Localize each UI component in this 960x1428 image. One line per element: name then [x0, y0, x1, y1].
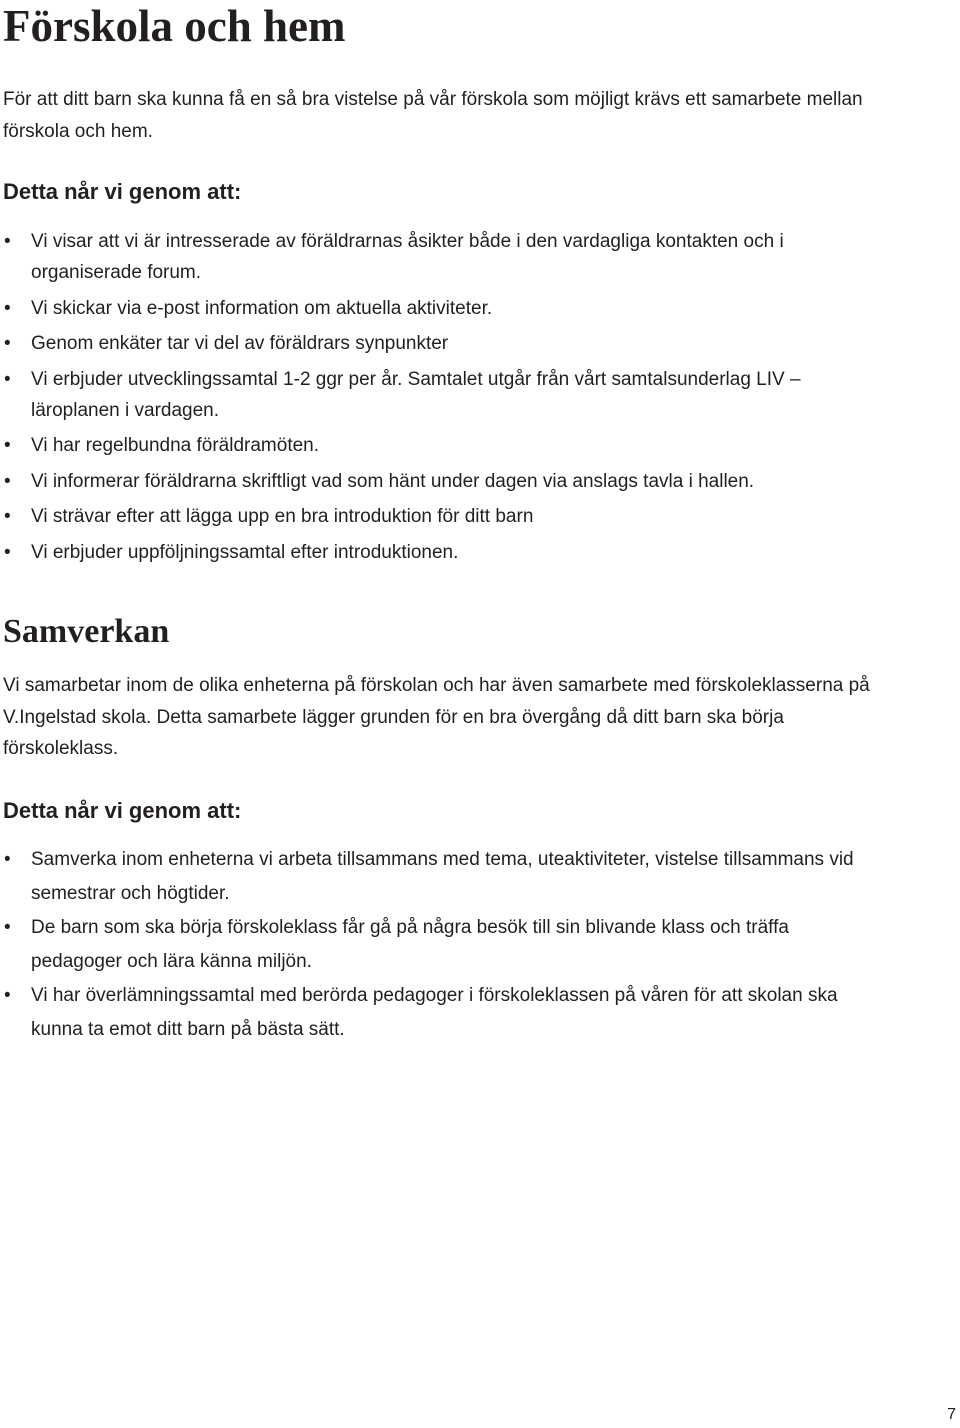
list-item-text: Vi skickar via e-post information om aktuella aktiviteter. — [31, 297, 493, 319]
page-title: Förskola och hem — [3, 1, 346, 51]
list-item — [3, 537, 883, 568]
list-item — [3, 430, 883, 461]
bullet-icon: • — [4, 435, 11, 456]
bullet-icon: • — [4, 470, 11, 492]
list-item — [3, 501, 883, 532]
list-item — [3, 364, 883, 426]
section2-subheading: Detta når vi genom att: — [3, 798, 242, 823]
list-item — [3, 293, 883, 324]
list-item-text: Vi har regelbundna föräldramöten. — [31, 435, 320, 456]
list-item — [3, 466, 883, 497]
list-item — [3, 328, 883, 359]
bullet-icon: • — [4, 849, 11, 870]
list-item-text: Vi visar att vi är intresserade av föräldrarnas åsikter både i den vardagliga kontakten och i organiserade forum. — [31, 231, 784, 283]
bullet-icon: • — [4, 297, 11, 319]
samverkan-paragraph: Vi samarbetar inom de olika enheterna på förskolan och har även samarbete med förskoleklasserna på V.Ingelstad skola. Detta samarbete lägger grunden för en bra övergång då ditt barn ska börja förskoleklass. — [3, 675, 870, 759]
list-item-text: Genom enkäter tar vi del av föräldrars synpunkter — [31, 333, 449, 354]
list-item — [3, 843, 883, 910]
page-number: 7 — [947, 1406, 956, 1423]
section1-subheading: Detta når vi genom att: — [3, 179, 242, 204]
list-item-text: Vi erbjuder uppföljningssamtal efter introduktionen. — [31, 541, 459, 563]
list-item — [3, 226, 883, 288]
list-item-text: De barn som ska börja förskoleklass får gå på några besök till sin blivande klass och träffa pedagoger och lära känna miljön. — [31, 917, 789, 972]
bullet-icon: • — [4, 985, 11, 1007]
list-item-text: Vi har överlämningssamtal med berörda pedagoger i förskoleklassen på våren för att skolan ska kunna ta emot ditt barn på bästa sätt. — [31, 985, 838, 1040]
list-item-text: Vi erbjuder utvecklingssamtal 1-2 ggr per år. Samtalet utgår från vårt samtalsunderlag LIV – läroplanen i vardagen. — [31, 368, 801, 421]
bullet-icon: • — [4, 231, 11, 252]
section2-list — [3, 843, 883, 1048]
intro-paragraph: För att ditt barn ska kunna få en så bra vistelse på vår förskola som möjligt krävs ett samarbete mellan förskola och hem. — [3, 89, 863, 142]
bullet-icon: • — [4, 541, 11, 563]
list-item-text: Samverka inom enheterna vi arbeta tillsammans med tema, uteaktiviteter, vistelse tillsammans vid semestrar och högtider. — [31, 849, 854, 904]
bullet-icon: • — [4, 506, 11, 527]
list-item-text: Vi strävar efter att lägga upp en bra introduktion för ditt barn — [31, 506, 534, 527]
list-item — [3, 979, 883, 1046]
bullet-icon: • — [4, 368, 11, 390]
section-heading-samverkan: Samverkan — [3, 613, 170, 650]
section1-list — [3, 226, 883, 572]
bullet-icon: • — [4, 333, 11, 354]
list-item-text: Vi informerar föräldrarna skriftligt vad som hänt under dagen via anslags tavla i hallen. — [31, 470, 755, 492]
list-item — [3, 911, 883, 978]
bullet-icon: • — [4, 917, 11, 939]
